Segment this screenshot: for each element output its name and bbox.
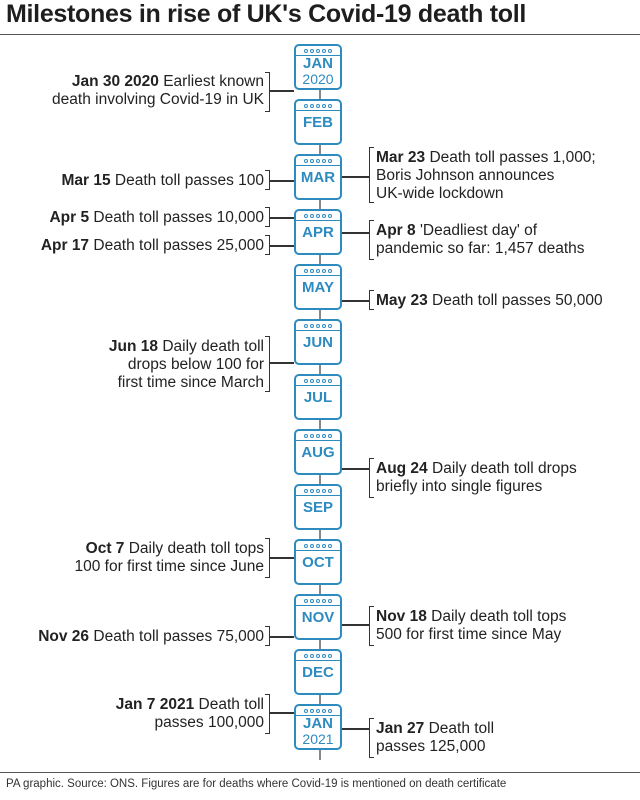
chart-title: Milestones in rise of UK's Covid-19 death toll — [6, 0, 527, 28]
calendar-ring — [310, 654, 314, 658]
event-date: Mar 15 — [61, 172, 111, 189]
event-date: Oct 7 — [85, 540, 125, 557]
calendar-rings — [296, 101, 340, 111]
calendar-ring — [328, 434, 332, 438]
calendar-ring — [304, 269, 308, 273]
calendar-rings — [296, 156, 340, 166]
event-text: Death toll passes 100 — [114, 172, 264, 189]
event-line — [4, 696, 264, 714]
calendar-ring — [316, 49, 320, 53]
event-date: Aug 24 — [376, 460, 428, 477]
calendar-ring — [304, 324, 308, 328]
calendar-ring — [322, 709, 326, 713]
footer-divider — [0, 772, 640, 773]
calendar-ring — [322, 434, 326, 438]
calendar-ring — [304, 654, 308, 658]
calendar-ring — [322, 324, 326, 328]
month-feb-calendar-icon — [294, 99, 342, 145]
calendar-ring — [304, 434, 308, 438]
calendar-ring — [304, 104, 308, 108]
calendar-ring — [328, 324, 332, 328]
event-text: passes 125,000 — [376, 738, 486, 755]
event-text: death involving Covid-19 in UK — [52, 91, 264, 108]
event-line — [4, 356, 264, 374]
calendar-ring — [310, 544, 314, 548]
connector-line — [270, 245, 294, 247]
connector-line — [270, 712, 294, 714]
calendar-ring — [310, 379, 314, 383]
event-line — [376, 222, 638, 240]
event-line — [4, 628, 264, 646]
month-jul-calendar-icon — [294, 374, 342, 420]
event-date: Mar 23 — [376, 149, 426, 166]
event-line — [4, 172, 264, 190]
month-label: APR — [302, 224, 334, 241]
calendar-ring — [328, 544, 332, 548]
event-bracket — [369, 220, 374, 260]
source-footer: PA graphic. Source: ONS. Figures are for deaths where Covid-19 is mentioned on death certificate — [6, 778, 507, 790]
month-apr-calendar-icon — [294, 209, 342, 255]
month-label: JUL — [303, 389, 333, 406]
event-text: first time since March — [117, 374, 264, 391]
calendar-rings — [296, 486, 340, 496]
event-line — [376, 738, 638, 756]
month-label: JAN — [302, 55, 333, 72]
event-date: Apr 17 — [40, 237, 90, 254]
month-dec-calendar-icon — [294, 649, 342, 695]
left-event-note — [4, 338, 264, 392]
calendar-ring — [304, 49, 308, 53]
calendar-rings — [296, 266, 340, 276]
month-may-calendar-icon — [294, 264, 342, 310]
calendar-ring — [310, 49, 314, 53]
event-date: Apr 5 — [49, 209, 90, 226]
month-oct-calendar-icon — [294, 539, 342, 585]
calendar-ring — [328, 159, 332, 163]
calendar-ring — [316, 489, 320, 493]
calendar-ring — [322, 214, 326, 218]
calendar-ring — [304, 709, 308, 713]
event-line — [376, 149, 638, 167]
month-label: DEC — [302, 664, 334, 681]
calendar-ring — [304, 544, 308, 548]
event-line — [4, 91, 264, 109]
event-text: passes 100,000 — [154, 714, 264, 731]
event-text: drops below 100 for — [127, 356, 264, 373]
calendar-rings — [296, 541, 340, 551]
right-event-note — [376, 608, 638, 644]
calendar-rings — [296, 651, 340, 661]
calendar-ring — [328, 654, 332, 658]
connector-line — [270, 636, 294, 638]
event-bracket — [265, 694, 270, 734]
calendar-rings — [296, 431, 340, 441]
event-text: Earliest known — [163, 73, 264, 90]
left-event-note — [4, 628, 264, 646]
event-text: Death toll — [428, 720, 495, 737]
event-bracket — [265, 336, 270, 392]
month-label: FEB — [303, 114, 333, 131]
event-date: Jun 18 — [108, 338, 159, 355]
calendar-rings — [296, 596, 340, 606]
event-text: Death toll — [198, 696, 264, 713]
calendar-ring — [310, 269, 314, 273]
month-label: AUG — [301, 444, 335, 461]
event-date: Nov 26 — [38, 628, 90, 645]
right-event-note — [376, 149, 638, 203]
calendar-ring — [310, 104, 314, 108]
month-jan-2020-calendar-icon — [294, 44, 342, 90]
calendar-ring — [310, 214, 314, 218]
event-line — [4, 237, 264, 255]
year-label: 2021 — [302, 731, 334, 747]
connector-line — [342, 728, 369, 730]
calendar-ring — [304, 214, 308, 218]
calendar-ring — [310, 709, 314, 713]
event-line — [376, 185, 638, 203]
connector-line — [342, 176, 369, 178]
event-text: Daily death toll tops — [431, 608, 567, 625]
event-text: Daily death toll drops — [432, 460, 577, 477]
event-line — [376, 167, 638, 185]
calendar-ring — [322, 489, 326, 493]
left-event-note — [4, 209, 264, 227]
event-line — [376, 460, 638, 478]
right-event-note — [376, 460, 638, 496]
calendar-rings — [296, 211, 340, 221]
event-line — [4, 209, 264, 227]
calendar-ring — [310, 434, 314, 438]
month-sep-calendar-icon — [294, 484, 342, 530]
month-label: OCT — [302, 554, 334, 571]
calendar-ring — [322, 104, 326, 108]
calendar-ring — [316, 269, 320, 273]
event-date: Jan 27 — [376, 720, 425, 737]
calendar-ring — [316, 654, 320, 658]
left-event-note — [4, 73, 264, 109]
event-text: 100 for first time since June — [74, 558, 264, 575]
event-bracket — [369, 290, 374, 310]
month-nov-calendar-icon — [294, 594, 342, 640]
calendar-ring — [304, 489, 308, 493]
left-event-note — [4, 172, 264, 190]
event-text: 500 for first time since May — [376, 626, 562, 643]
event-line — [376, 720, 638, 738]
left-event-note — [4, 540, 264, 576]
event-text: Death toll passes 25,000 — [93, 237, 264, 254]
event-line — [376, 292, 638, 310]
event-text: Daily death toll tops — [128, 540, 264, 557]
calendar-ring — [328, 709, 332, 713]
calendar-ring — [304, 379, 308, 383]
calendar-ring — [316, 214, 320, 218]
event-date: Apr 8 — [376, 222, 416, 239]
calendar-ring — [322, 654, 326, 658]
month-aug-calendar-icon — [294, 429, 342, 475]
event-date: Nov 18 — [376, 608, 427, 625]
connector-line — [342, 624, 369, 626]
connector-line — [342, 468, 369, 470]
calendar-ring — [316, 544, 320, 548]
event-text: pandemic so far: 1,457 deaths — [376, 240, 585, 257]
month-label: MAY — [302, 279, 334, 296]
calendar-ring — [322, 599, 326, 603]
calendar-ring — [310, 599, 314, 603]
calendar-ring — [328, 214, 332, 218]
calendar-ring — [322, 544, 326, 548]
connector-line — [270, 217, 294, 219]
event-date: Jan 30 2020 — [71, 73, 159, 90]
connector-line — [270, 557, 294, 559]
event-text: Daily death toll — [162, 338, 264, 355]
month-jun-calendar-icon — [294, 319, 342, 365]
calendar-ring — [310, 489, 314, 493]
month-label: JUN — [302, 334, 333, 351]
calendar-ring — [322, 379, 326, 383]
calendar-ring — [316, 709, 320, 713]
year-label: 2020 — [302, 71, 334, 87]
connector-line — [270, 90, 294, 92]
event-text: Death toll passes 75,000 — [93, 628, 264, 645]
event-line — [376, 608, 638, 626]
event-bracket — [369, 458, 374, 498]
calendar-ring — [316, 379, 320, 383]
event-text: Death toll passes 10,000 — [93, 209, 264, 226]
calendar-ring — [304, 599, 308, 603]
month-label: JAN — [302, 715, 333, 732]
right-event-note — [376, 720, 638, 756]
event-line — [4, 540, 264, 558]
calendar-ring — [316, 159, 320, 163]
event-line — [4, 73, 264, 91]
connector-line — [342, 300, 369, 302]
calendar-ring — [316, 104, 320, 108]
event-bracket — [369, 147, 374, 203]
right-event-note — [376, 222, 638, 258]
event-line — [4, 558, 264, 576]
event-bracket — [369, 606, 374, 646]
calendar-rings — [296, 321, 340, 331]
event-text: briefly into single figures — [376, 478, 543, 495]
title-divider — [0, 34, 640, 35]
month-mar-calendar-icon — [294, 154, 342, 200]
month-label: NOV — [301, 609, 335, 626]
event-line — [376, 478, 638, 496]
month-label: SEP — [302, 499, 333, 516]
calendar-ring — [328, 49, 332, 53]
calendar-ring — [310, 159, 314, 163]
event-date: May 23 — [376, 292, 428, 309]
event-bracket — [369, 718, 374, 758]
event-text: Death toll passes 1,000; — [429, 149, 596, 166]
left-event-note — [4, 696, 264, 732]
connector-line — [342, 232, 369, 234]
calendar-ring — [322, 49, 326, 53]
month-jan-2021-calendar-icon — [294, 704, 342, 750]
calendar-ring — [328, 269, 332, 273]
month-label: MAR — [300, 169, 336, 186]
event-bracket — [265, 72, 270, 112]
connector-line — [270, 180, 294, 182]
calendar-ring — [316, 599, 320, 603]
left-event-note — [4, 237, 264, 255]
calendar-ring — [322, 269, 326, 273]
event-line — [4, 374, 264, 392]
event-line — [376, 240, 638, 258]
calendar-ring — [316, 324, 320, 328]
event-line — [4, 714, 264, 732]
event-text: Death toll passes 50,000 — [432, 292, 603, 309]
event-date: Jan 7 2021 — [115, 696, 195, 713]
calendar-ring — [328, 599, 332, 603]
calendar-ring — [328, 489, 332, 493]
event-text: UK-wide lockdown — [376, 185, 504, 202]
connector-line — [270, 362, 294, 364]
calendar-ring — [310, 324, 314, 328]
calendar-ring — [328, 379, 332, 383]
event-text: Boris Johnson announces — [376, 167, 555, 184]
event-line — [4, 338, 264, 356]
calendar-ring — [328, 104, 332, 108]
event-text: 'Deadliest day' of — [419, 222, 538, 239]
right-event-note — [376, 292, 638, 310]
calendar-ring — [322, 159, 326, 163]
calendar-ring — [304, 159, 308, 163]
calendar-ring — [316, 434, 320, 438]
event-line — [376, 626, 638, 644]
calendar-rings — [296, 376, 340, 386]
